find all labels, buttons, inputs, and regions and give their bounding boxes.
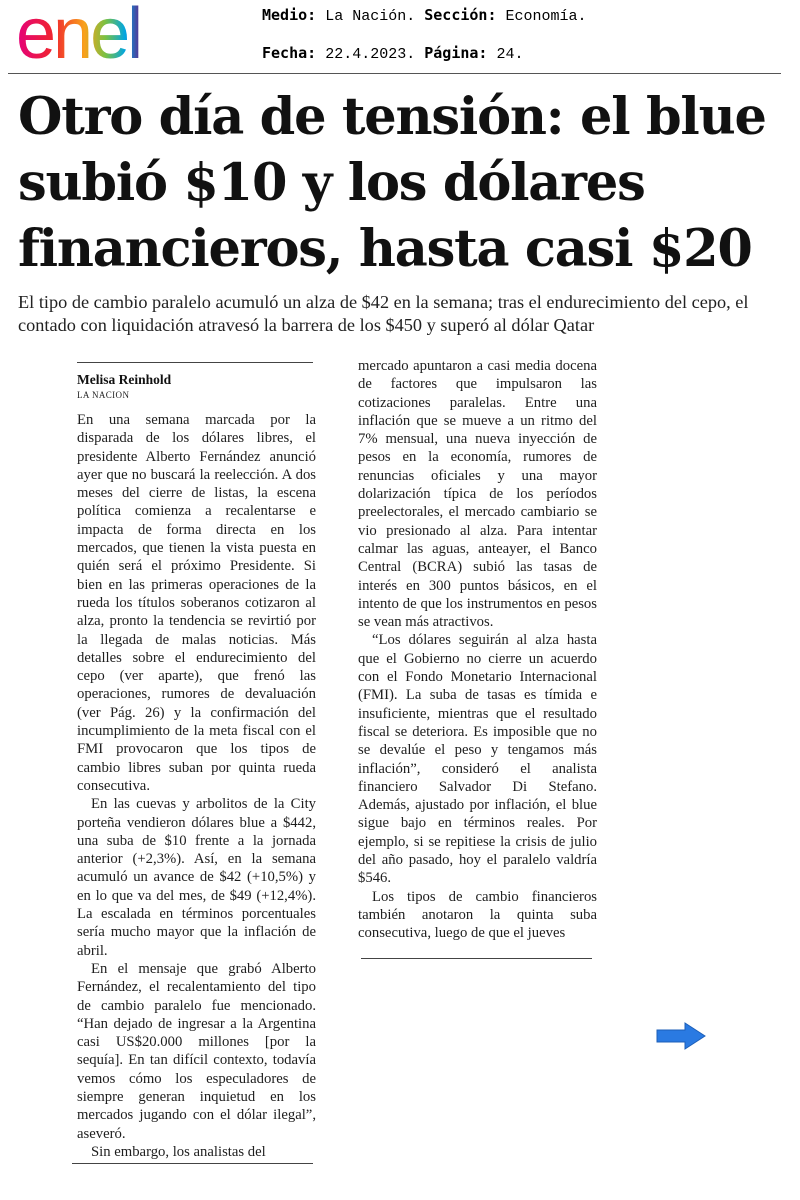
meta-medio-seccion xyxy=(262,6,587,25)
seccion-value: Economía. xyxy=(505,8,587,25)
pagina-value: 24. xyxy=(496,46,524,63)
fecha-value: 22.4.2023. xyxy=(325,46,416,63)
article-column-1 xyxy=(77,411,316,1161)
column-1-end-rule xyxy=(72,1163,313,1164)
paragraph: Sin embargo, los analistas del xyxy=(91,1143,266,1160)
meta-fecha-pagina xyxy=(262,44,523,63)
article-headline: Otro día de tensión: el blue subió $10 y los dólares financieros, hasta casi $20 xyxy=(18,87,766,279)
enel-logo xyxy=(16,4,181,68)
header-divider xyxy=(8,73,781,74)
right-arrow-icon[interactable] xyxy=(655,1021,707,1051)
paragraph: mercado apuntaron a casi media docena de factores que impulsaron las cotizaciones paralelas. Entre una inflación que se mueve a un ritmo del 7% mensual, una nueva inyección de pesos en la economía, rumores de renuncias oficiales y una mayor dolarización típica de los períodos preelectorales, el mercado cambiario se vio presionado al alza. Para intentar calmar las aguas, anteayer, el Banco Central (BCRA) subió las tasas de interés en 300 puntos básicos, en el intento de que los instrumentos en pesos se vean más atractivos. xyxy=(358,358,597,631)
paragraph: Los tipos de cambio financieros también anotaron la quinta suba consecutiva, luego de que el jueves xyxy=(358,888,597,942)
medio-label: Medio: xyxy=(262,6,317,24)
medio-value: La Nación. xyxy=(325,8,416,25)
article-dek: El tipo de cambio paralelo acumuló un alza de $42 en la semana; tras el endurecimiento del cepo, el contado con liquidación atravesó la barrera de los $450 y superó al dólar Qatar xyxy=(18,292,749,335)
pagina-label: Página: xyxy=(424,44,488,62)
paragraph: En el mensaje que grabó Alberto Fernández, el recalentamiento del tipo de cambio paralelo fue mencionado. “Han dejado de ingresar a la Argentina casi US$20.000 millones [por la sequía]. En tan difícil contexto, todavía vemos cómo los especuladores de siempre generan inquietud en los mercados jugando con el dólar ilegal”, aseveró. xyxy=(77,960,316,1142)
paragraph: En las cuevas y arbolitos de la City porteña vendieron dólares blue a $442, una suba de $10 frente a la jornada anterior (+2,3%). Así, en la semana acumuló un avance de $42 (+10,5%) y en lo que va del mes, de $49 (+12,4%). La escalada en términos porcentuales sería mucho mayor que la inflación de abril. xyxy=(77,796,316,959)
article-column-2 xyxy=(358,357,597,943)
fecha-label: Fecha: xyxy=(262,44,317,62)
seccion-label: Sección: xyxy=(424,6,497,24)
byline-outlet: LA NACION xyxy=(77,390,130,400)
byline-author: Melisa Reinhold xyxy=(77,372,172,387)
column-2-end-rule xyxy=(361,958,592,959)
svg-text:enel: enel xyxy=(16,4,141,68)
paragraph: En una semana marcada por la disparada de los dólares libres, el presidente Alberto Fernández anunció ayer que no buscará la reelección. A dos meses del cierre de listas, la escena política comienza a recalentarse e impacta de forma directa en los mercados, que tienen la vista puesta en quién será el próximo Presidente. Si bien en las primeras operaciones de la rueda los títulos soberanos cotizaron al alza, pronto la tendencia se revirtió por la llegada de malas noticias. Más detalles sobre el endurecimiento del cepo (ver aparte), que frenó las operaciones, rumores de devaluación (ver Pág. 26) y la confirmación del incumplimiento de la meta fiscal con el FMI provocaron que los tipos de cambio libres suban por quinta rueda consecutiva. xyxy=(77,412,316,794)
paragraph: “Los dólares seguirán al alza hasta que el Gobierno no cierre un acuerdo con el Fondo Monetario Internacional (FMI). La suba de tasas es tímida e insuficiente, mientras que el resultado fiscal se deteriora. Es imposible que no se devalúe el peso y tengamos más inflación”, consideró el analista financiero Salvador Di Stefano. Además, ajustado por inflación, el blue sigue bajo en términos reales. Por ejemplo, si se repitiese la crisis de julio del año pasado, hoy el paralelo valdría $546. xyxy=(358,632,597,887)
byline-divider xyxy=(77,362,313,363)
